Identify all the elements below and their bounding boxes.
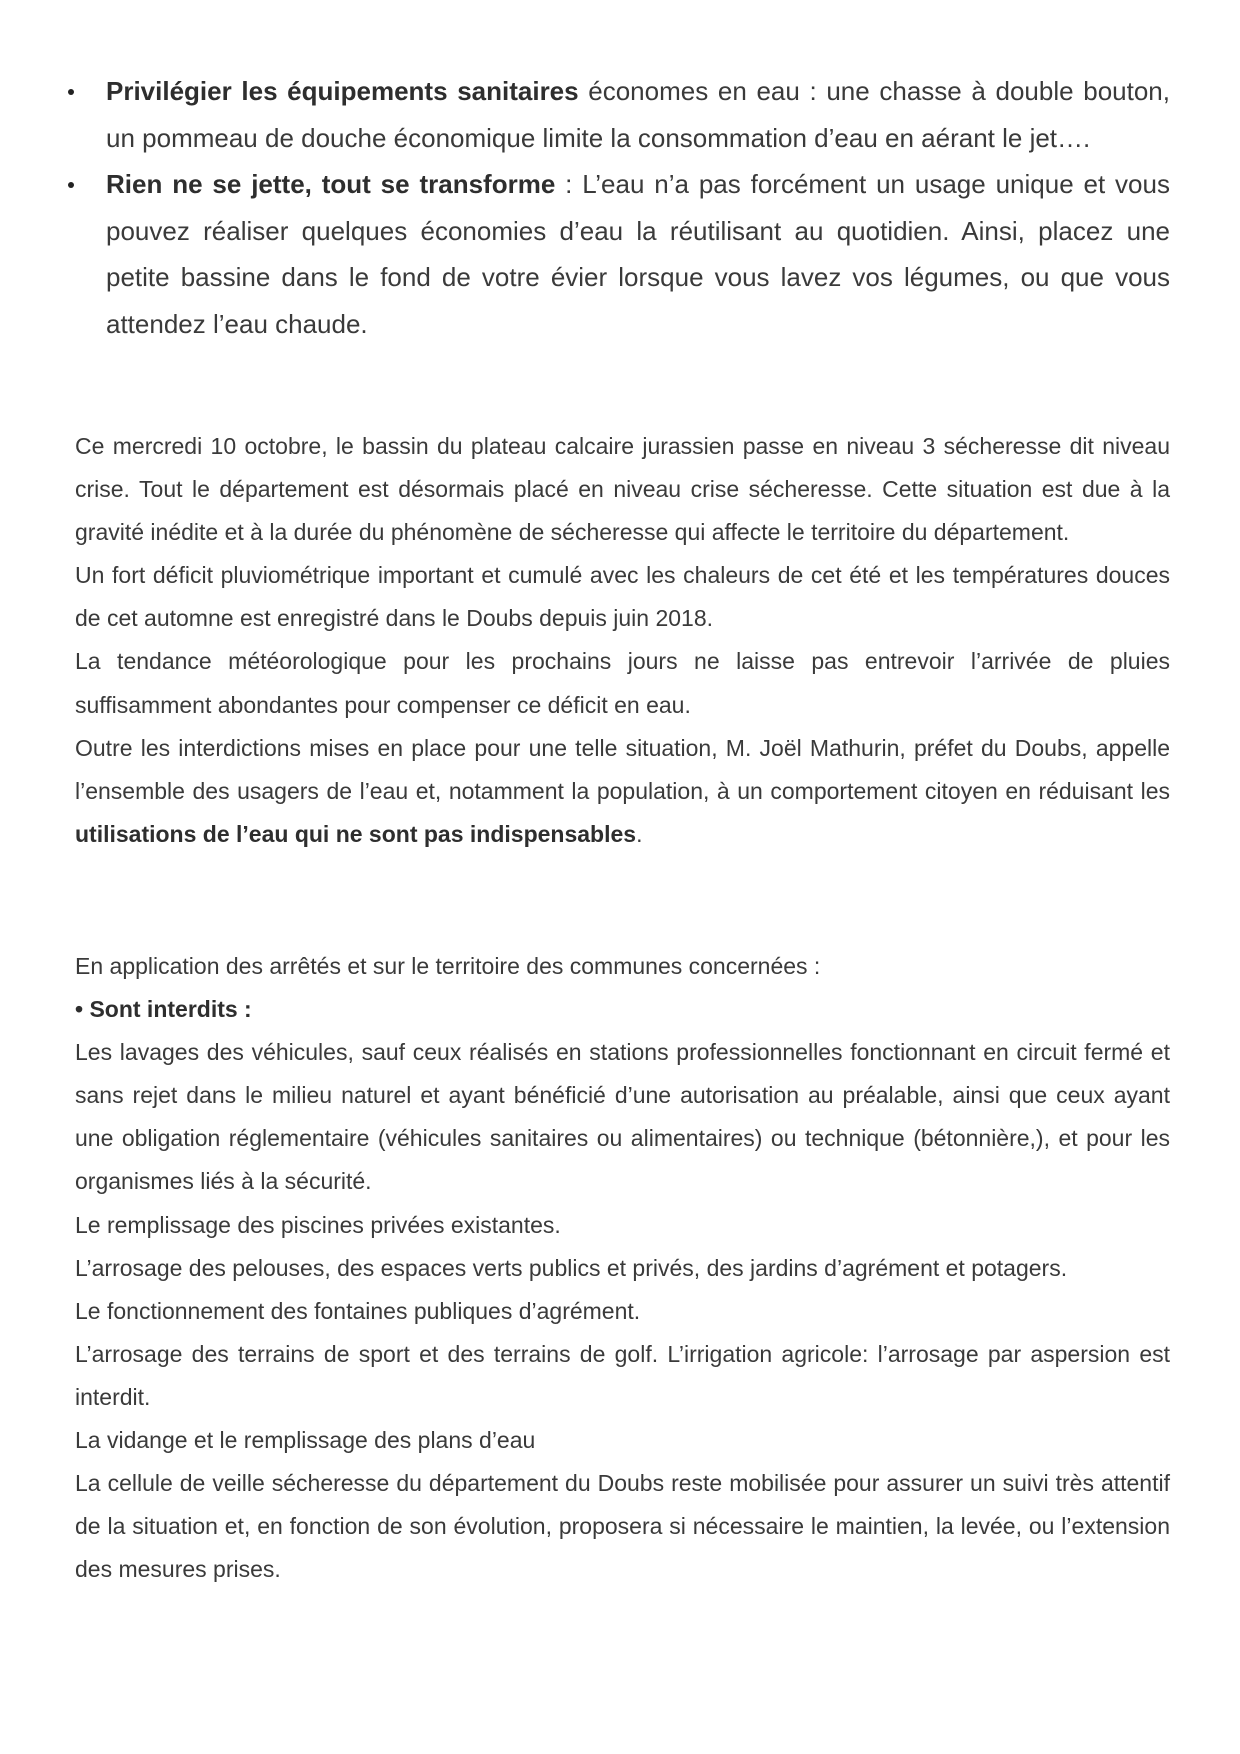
restriction-item: Le fonctionnement des fontaines publiques d’agrément. — [75, 1297, 641, 1324]
tips-list — [68, 68, 1170, 347]
tip-text: économes en eau : une chasse à double bouton, un pommeau de douche économique limite la consommation d’eau en aérant le jet…. — [106, 76, 1170, 153]
restrictions-heading: • Sont interdits : — [75, 996, 252, 1023]
monitoring-paragraph: La cellule de veille sécheresse du département du Doubs reste mobilisée pour assurer un suivi très attentif de la situation et, en fonction de son évolution, proposera si nécessaire le maintien, la levée, ou l’extension des mesures prises. — [75, 1470, 1170, 1583]
paragraph-drought-level: Ce mercredi 10 octobre, le bassin du plateau calcaire jurassien passe en niveau 3 sécheresse dit niveau crise. Tout le département est désormais placé en niveau crise sécheresse. Cette situation est due à la gravité inédite et à la durée du phénomène de sécheresse qui affecte le territoire du département. — [75, 433, 1170, 546]
restriction-item: La vidange et le remplissage des plans d’eau — [75, 1427, 536, 1454]
bullet-dot-icon — [68, 182, 74, 188]
paragraph-forecast: La tendance météorologique pour les prochains jours ne laisse pas entrevoir l’arrivée de pluies suffisamment abondantes pour compenser ce déficit en eau. — [75, 648, 1170, 718]
restriction-item: Les lavages des véhicules, sauf ceux réalisés en stations professionnelles fonctionnant en circuit fermé et sans rejet dans le milieu naturel et ayant bénéficié d’une autorisation au préalable, ainsi que ceux ayant une obligation réglementaire (véhicules sanitaires ou alimentaires) ou technique (bétonnière,), et pour les organismes liés à la sécurité. — [75, 1039, 1170, 1195]
bullet-dot-icon — [68, 89, 74, 95]
appeal-end: . — [636, 820, 643, 847]
restrictions-intro: En application des arrêtés et sur le territoire des communes concernées : — [75, 953, 821, 979]
situation-section — [75, 425, 1170, 856]
list-item — [68, 68, 1170, 161]
paragraph-rain-deficit: Un fort déficit pluviométrique important et cumulé avec les chaleurs de cet été et les températures douces de cet automne est enregistré dans le Doubs depuis juin 2018. — [75, 562, 1170, 632]
restriction-item: Le remplissage des piscines privées existantes. — [75, 1211, 561, 1238]
restriction-item: L’arrosage des pelouses, des espaces verts publics et privés, des jardins d’agrément et potagers. — [75, 1254, 1068, 1281]
appeal-text: Outre les interdictions mises en place pour une telle situation, M. Joël Mathurin, préfet du Doubs, appelle l’ensemble des usagers de l’eau et, notamment la population, à un comportement citoyen en réduisant les — [75, 734, 1170, 804]
tip-text: : L’eau n’a pas forcément un usage unique et vous pouvez réaliser quelques économies d’eau la réutilisant au quotidien. Ainsi, placez une petite bassine dans le fond de votre évier lorsque vous lavez vos légumes, ou que vous attendez l’eau chaude. — [106, 169, 1170, 339]
appeal-emphasis: utilisations de l’eau qui ne sont pas indispensables — [75, 820, 637, 847]
tip-lead: Rien ne se jette, tout se transforme — [106, 169, 556, 199]
tip-lead: Privilégier les équipements sanitaires — [106, 76, 579, 106]
list-item — [68, 161, 1170, 347]
paragraph-prefect-appeal — [75, 727, 1170, 856]
restrictions-section — [75, 945, 1170, 1591]
restriction-item: L’arrosage des terrains de sport et des terrains de golf. L’irrigation agricole: l’arrosage par aspersion est interdit. — [75, 1340, 1170, 1410]
